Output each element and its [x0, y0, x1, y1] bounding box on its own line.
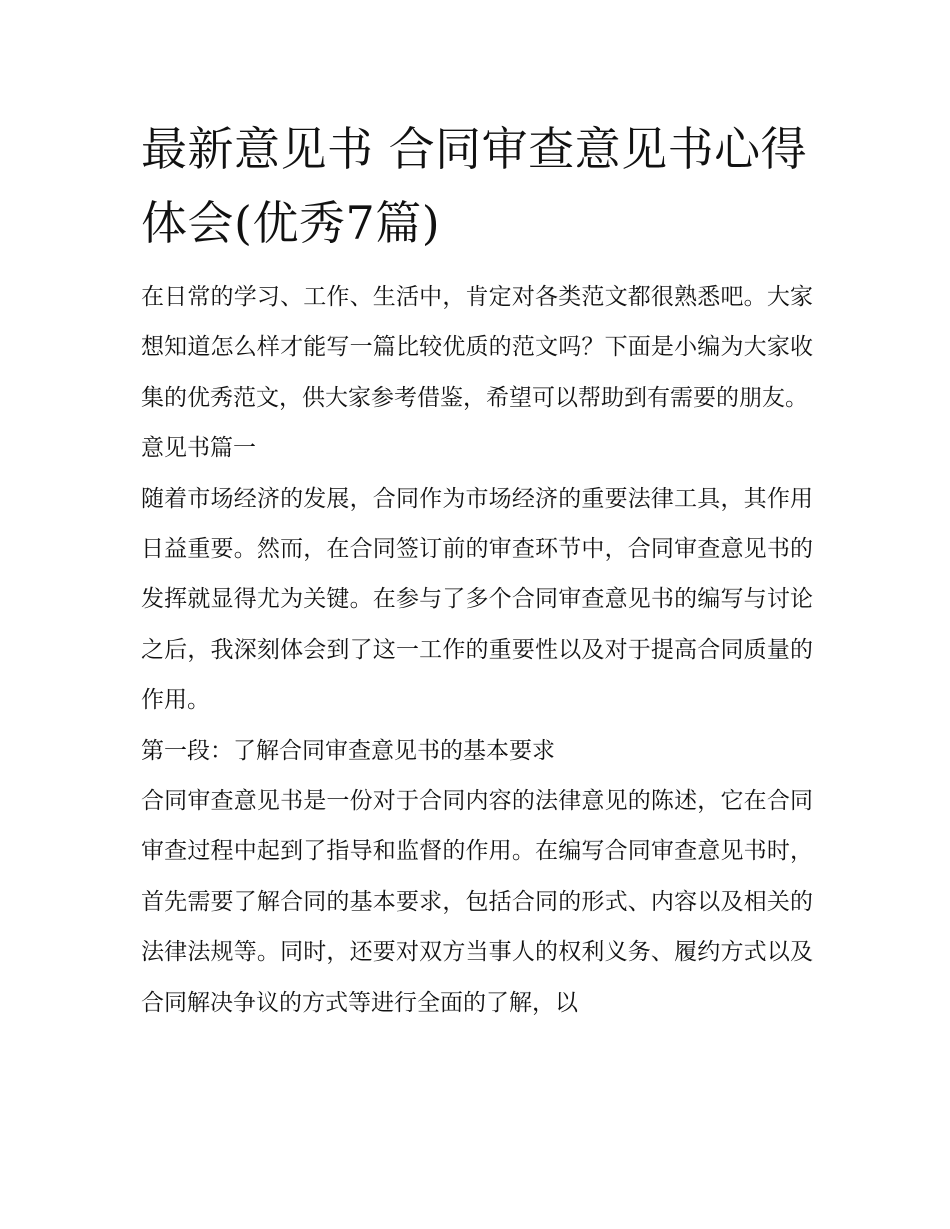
part-heading-1: 第一段：了解合同审查意见书的基本要求 [141, 737, 555, 764]
document-title: 最新意见书 合同审查意见书心得体会(优秀7篇) [141, 122, 808, 250]
document-page [141, 112, 813, 1028]
section-paragraph-1: 随着市场经济的发展，合同作为市场经济的重要法律工具，其作用日益重要。然而，在合同签订前的审查环节中，合同审查意见书的发挥就显得尤为关键。在参与了多个合同审查意见书的编写与讨论之后，我深刻体会到了这一工作的重要性以及对于提高合同质量的作用。 [141, 485, 813, 714]
section-heading-1: 意见书篇一 [141, 435, 256, 462]
part-paragraph-1: 合同审查意见书是一份对于合同内容的法律意见的陈述，它在合同审查过程中起到了指导和监督的作用。在编写合同审查意见书时，首先需要了解合同的基本要求，包括合同的形式、内容以及相关的法律法规等。同时，还要对双方当事人的权利义务、履约方式以及合同解决争议的方式等进行全面的了解，以 [141, 788, 813, 1016]
intro-paragraph: 在日常的学习、工作、生活中，肯定对各类范文都很熟悉吧。大家想知道怎么样才能写一篇比较优质的范文吗？下面是小编为大家收集的优秀范文，供大家参考借鉴，希望可以帮助到有需要的朋友。 [141, 284, 813, 411]
